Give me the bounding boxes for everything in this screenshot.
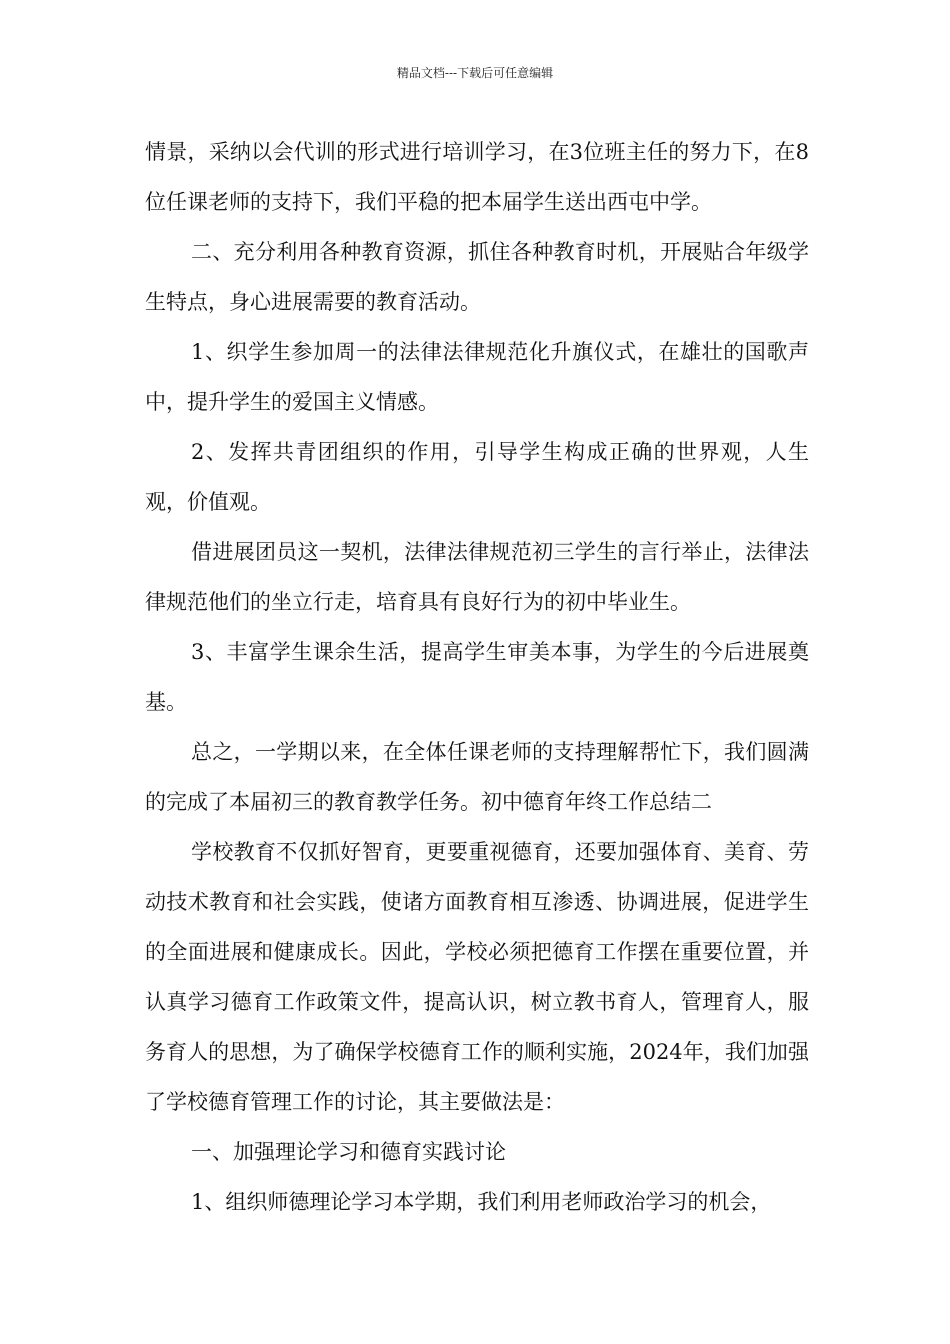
document-body bbox=[145, 127, 809, 1227]
page-header: 精品文档---下载后可任意编辑 bbox=[396, 66, 554, 80]
paragraph-1: 情景，采纳以会代训的形式进行培训学习，在3位班主任的努力下，在8位任课老师的支持下，我们平稳的把本届学生送出西屯中学。 bbox=[145, 140, 809, 214]
paragraph-7: 总之，一学期以来，在全体任课老师的支持理解帮忙下，我们圆满的完成了本届初三的教育教学任务。初中德育年终工作总结二 bbox=[145, 740, 809, 814]
paragraph-5: 借进展团员这一契机，法律法律规范初三学生的言行举止，法律法律规范他们的坐立行走，培育具有良好行为的初中毕业生。 bbox=[145, 540, 809, 614]
paragraph-6: 3、丰富学生课余生活，提高学生审美本事，为学生的今后进展奠基。 bbox=[145, 640, 809, 714]
paragraph-9: 一、加强理论学习和德育实践讨论 bbox=[191, 1140, 506, 1164]
paragraph-10: 1、组织师德理论学习本学期，我们利用老师政治学习的机会， bbox=[191, 1190, 772, 1214]
paragraph-4: 2、发挥共青团组织的作用，引导学生构成正确的世界观，人生观，价值观。 bbox=[145, 440, 809, 514]
paragraph-8: 学校教育不仅抓好智育，更要重视德育，还要加强体育、美育、劳动技术教育和社会实践，使诸方面教育相互渗透、协调进展，促进学生的全面进展和健康成长。因此，学校必须把德育工作摆在重要位置，并认真学习德育工作政策文件，提高认识，树立教书育人，管理育人，服务育人的思想，为了确保学校德育工作的顺利实施，2024年，我们加强了学校德育管理工作的讨论，其主要做法是： bbox=[145, 840, 809, 1114]
paragraph-3: 1、织学生参加周一的法律法律规范化升旗仪式，在雄壮的国歌声中，提升学生的爱国主义情感。 bbox=[145, 340, 809, 414]
paragraph-2: 二、充分利用各种教育资源，抓住各种教育时机，开展贴合年级学生特点，身心进展需要的教育活动。 bbox=[145, 240, 809, 314]
